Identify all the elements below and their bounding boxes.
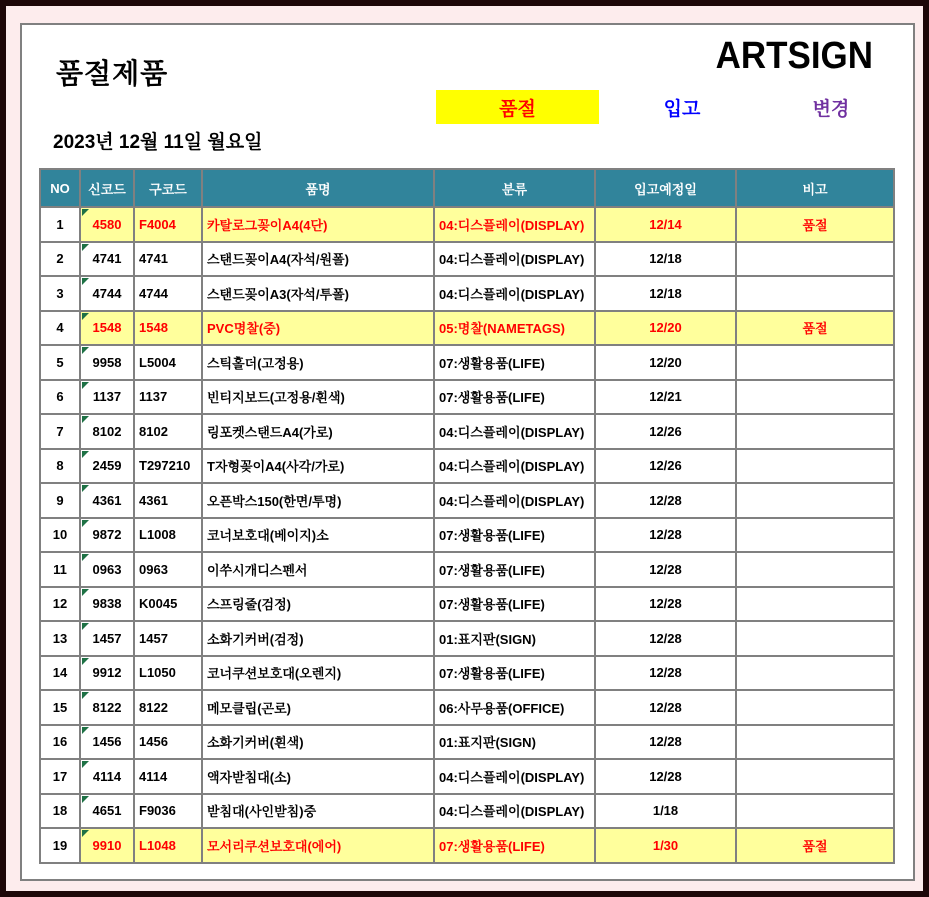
table-row: [40, 242, 894, 277]
table-header-row: [40, 169, 894, 207]
cell-old_code: T297210: [134, 449, 202, 484]
table-row: [40, 207, 894, 242]
cell-no: 2: [40, 242, 80, 277]
comment-triangle-icon: [82, 244, 89, 251]
cell-due: 12/28: [595, 759, 736, 794]
cell-new_code: 9912: [80, 656, 134, 691]
cell-name: 빈티지보드(고정용/흰색): [202, 380, 434, 415]
cell-no: 4: [40, 311, 80, 346]
cell-no: 9: [40, 483, 80, 518]
cell-category: 04:디스플레이(DISPLAY): [434, 242, 595, 277]
cell-note: [736, 725, 894, 760]
cell-new_code: 9872: [80, 518, 134, 553]
cell-new_code: 1456: [80, 725, 134, 760]
comment-triangle-icon: [82, 278, 89, 285]
cell-category: 07:생활용품(LIFE): [434, 828, 595, 863]
table-row: [40, 587, 894, 622]
table-row: [40, 276, 894, 311]
cell-note: [736, 414, 894, 449]
cell-old_code: F4004: [134, 207, 202, 242]
cell-due: 12/28: [595, 656, 736, 691]
cell-due: 12/18: [595, 276, 736, 311]
cell-category: 04:디스플레이(DISPLAY): [434, 794, 595, 829]
comment-triangle-icon: [82, 692, 89, 699]
cell-new_code: 0963: [80, 552, 134, 587]
cell-note: [736, 242, 894, 277]
cell-no: 12: [40, 587, 80, 622]
cell-due: 12/18: [595, 242, 736, 277]
cell-note: [736, 690, 894, 725]
column-header-2: 구코드: [134, 169, 202, 207]
comment-triangle-icon: [82, 830, 89, 837]
column-header-1: 신코드: [80, 169, 134, 207]
comment-triangle-icon: [82, 209, 89, 216]
comment-triangle-icon: [82, 451, 89, 458]
tab-soldout[interactable]: 품절: [436, 90, 599, 124]
table-row: [40, 449, 894, 484]
cell-note: [736, 380, 894, 415]
cell-new_code: 4741: [80, 242, 134, 277]
cell-old_code: L1008: [134, 518, 202, 553]
cell-due: 12/28: [595, 621, 736, 656]
cell-note: [736, 759, 894, 794]
cell-name: 스탠드꽂이A3(자석/투폴): [202, 276, 434, 311]
cell-old_code: L5004: [134, 345, 202, 380]
cell-no: 8: [40, 449, 80, 484]
cell-category: 07:생활용품(LIFE): [434, 380, 595, 415]
comment-triangle-icon: [82, 796, 89, 803]
table-row: [40, 656, 894, 691]
column-header-3: 품명: [202, 169, 434, 207]
cell-note: [736, 345, 894, 380]
cell-note: 품절: [736, 311, 894, 346]
column-header-5: 입고예정일: [595, 169, 736, 207]
cell-name: 소화기커버(흰색): [202, 725, 434, 760]
cell-name: 스탠드꽂이A4(자석/원폴): [202, 242, 434, 277]
cell-due: 12/20: [595, 311, 736, 346]
cell-category: 07:생활용품(LIFE): [434, 656, 595, 691]
cell-note: 품절: [736, 828, 894, 863]
cell-new_code: 9958: [80, 345, 134, 380]
cell-no: 19: [40, 828, 80, 863]
cell-name: 소화기커버(검정): [202, 621, 434, 656]
table-row: [40, 552, 894, 587]
cell-no: 18: [40, 794, 80, 829]
cell-category: 05:명찰(NAMETAGS): [434, 311, 595, 346]
cell-name: 받침대(사인받침)중: [202, 794, 434, 829]
cell-category: 04:디스플레이(DISPLAY): [434, 759, 595, 794]
cell-new_code: 9838: [80, 587, 134, 622]
cell-note: [736, 483, 894, 518]
cell-old_code: 4361: [134, 483, 202, 518]
cell-old_code: 8102: [134, 414, 202, 449]
cell-old_code: 1456: [134, 725, 202, 760]
table-row: [40, 483, 894, 518]
cell-category: 04:디스플레이(DISPLAY): [434, 449, 595, 484]
cell-note: [736, 621, 894, 656]
cell-note: [736, 587, 894, 622]
cell-name: 액자받침대(소): [202, 759, 434, 794]
cell-name: 코너보호대(베이지)소: [202, 518, 434, 553]
page-title: 품절제품: [56, 58, 169, 89]
cell-no: 11: [40, 552, 80, 587]
report-card: [20, 23, 915, 881]
cell-name: PVC명찰(중): [202, 311, 434, 346]
cell-note: [736, 449, 894, 484]
cell-category: 04:디스플레이(DISPLAY): [434, 207, 595, 242]
cell-category: 04:디스플레이(DISPLAY): [434, 276, 595, 311]
cell-note: [736, 276, 894, 311]
cell-new_code: 8122: [80, 690, 134, 725]
cell-new_code: 4114: [80, 759, 134, 794]
cell-name: 카탈로그꽂이A4(4단): [202, 207, 434, 242]
cell-no: 16: [40, 725, 80, 760]
cell-note: [736, 656, 894, 691]
cell-old_code: 1457: [134, 621, 202, 656]
cell-no: 7: [40, 414, 80, 449]
cell-due: 12/26: [595, 414, 736, 449]
cell-no: 3: [40, 276, 80, 311]
table-row: [40, 690, 894, 725]
cell-no: 10: [40, 518, 80, 553]
cell-no: 5: [40, 345, 80, 380]
comment-triangle-icon: [82, 727, 89, 734]
comment-triangle-icon: [82, 416, 89, 423]
table-row: [40, 311, 894, 346]
cell-name: 스틱홀더(고정용): [202, 345, 434, 380]
cell-category: 04:디스플레이(DISPLAY): [434, 483, 595, 518]
table-header: [40, 169, 894, 207]
cell-due: 12/20: [595, 345, 736, 380]
report-date: 2023년 12월 11일 월요일: [53, 132, 263, 153]
cell-new_code: 9910: [80, 828, 134, 863]
comment-triangle-icon: [82, 313, 89, 320]
table-row: [40, 828, 894, 863]
cell-due: 1/30: [595, 828, 736, 863]
table-row: [40, 518, 894, 553]
cell-due: 12/28: [595, 518, 736, 553]
cell-new_code: 4744: [80, 276, 134, 311]
column-header-4: 분류: [434, 169, 595, 207]
table-row: [40, 794, 894, 829]
cell-category: 07:생활용품(LIFE): [434, 345, 595, 380]
cell-due: 1/18: [595, 794, 736, 829]
table-row: [40, 725, 894, 760]
cell-new_code: 8102: [80, 414, 134, 449]
cell-note: [736, 794, 894, 829]
cell-due: 12/28: [595, 483, 736, 518]
cell-name: 오픈박스150(한면/투명): [202, 483, 434, 518]
cell-old_code: F9036: [134, 794, 202, 829]
cell-note: [736, 518, 894, 553]
cell-name: 코너쿠션보호대(오렌지): [202, 656, 434, 691]
artsign-logo: ARTSIGN: [715, 35, 873, 77]
cell-category: 01:표지판(SIGN): [434, 725, 595, 760]
table-row: [40, 414, 894, 449]
cell-due: 12/28: [595, 725, 736, 760]
cell-category: 07:생활용품(LIFE): [434, 518, 595, 553]
cell-category: 06:사무용품(OFFICE): [434, 690, 595, 725]
cell-due: 12/26: [595, 449, 736, 484]
cell-category: 07:생활용품(LIFE): [434, 587, 595, 622]
cell-no: 14: [40, 656, 80, 691]
comment-triangle-icon: [82, 761, 89, 768]
cell-old_code: L1050: [134, 656, 202, 691]
cell-old_code: K0045: [134, 587, 202, 622]
cell-old_code: 8122: [134, 690, 202, 725]
cell-no: 13: [40, 621, 80, 656]
comment-triangle-icon: [82, 485, 89, 492]
column-header-0: NO: [40, 169, 80, 207]
cell-no: 15: [40, 690, 80, 725]
column-header-6: 비고: [736, 169, 894, 207]
comment-triangle-icon: [82, 554, 89, 561]
cell-new_code: 1548: [80, 311, 134, 346]
comment-triangle-icon: [82, 658, 89, 665]
table-row: [40, 621, 894, 656]
cell-no: 17: [40, 759, 80, 794]
cell-due: 12/28: [595, 552, 736, 587]
cell-new_code: 2459: [80, 449, 134, 484]
cell-old_code: 1548: [134, 311, 202, 346]
cell-name: 이쑤시개디스펜서: [202, 552, 434, 587]
cell-category: 04:디스플레이(DISPLAY): [434, 414, 595, 449]
cell-old_code: 4744: [134, 276, 202, 311]
tab-change[interactable]: 변경: [812, 98, 850, 120]
cell-name: 메모클립(곤로): [202, 690, 434, 725]
cell-new_code: 4361: [80, 483, 134, 518]
comment-triangle-icon: [82, 382, 89, 389]
cell-no: 1: [40, 207, 80, 242]
cell-new_code: 1137: [80, 380, 134, 415]
table-body: [40, 207, 894, 863]
cell-name: 모서리쿠션보호대(에어): [202, 828, 434, 863]
cell-no: 6: [40, 380, 80, 415]
table-row: [40, 380, 894, 415]
soldout-table: [39, 168, 895, 864]
cell-category: 01:표지판(SIGN): [434, 621, 595, 656]
comment-triangle-icon: [82, 623, 89, 630]
cell-new_code: 1457: [80, 621, 134, 656]
cell-due: 12/21: [595, 380, 736, 415]
table-row: [40, 345, 894, 380]
cell-category: 07:생활용품(LIFE): [434, 552, 595, 587]
tab-arrival[interactable]: 입고: [663, 98, 701, 120]
cell-new_code: 4580: [80, 207, 134, 242]
cell-name: 링포켓스탠드A4(가로): [202, 414, 434, 449]
cell-old_code: L1048: [134, 828, 202, 863]
comment-triangle-icon: [82, 347, 89, 354]
cell-old_code: 1137: [134, 380, 202, 415]
cell-due: 12/28: [595, 690, 736, 725]
cell-new_code: 4651: [80, 794, 134, 829]
cell-due: 12/28: [595, 587, 736, 622]
comment-triangle-icon: [82, 589, 89, 596]
cell-old_code: 4741: [134, 242, 202, 277]
cell-name: 스프링줄(검정): [202, 587, 434, 622]
table-row: [40, 759, 894, 794]
cell-due: 12/14: [595, 207, 736, 242]
cell-note: [736, 552, 894, 587]
cell-old_code: 0963: [134, 552, 202, 587]
cell-name: T자형꽂이A4(사각/가로): [202, 449, 434, 484]
cell-note: 품절: [736, 207, 894, 242]
cell-old_code: 4114: [134, 759, 202, 794]
comment-triangle-icon: [82, 520, 89, 527]
